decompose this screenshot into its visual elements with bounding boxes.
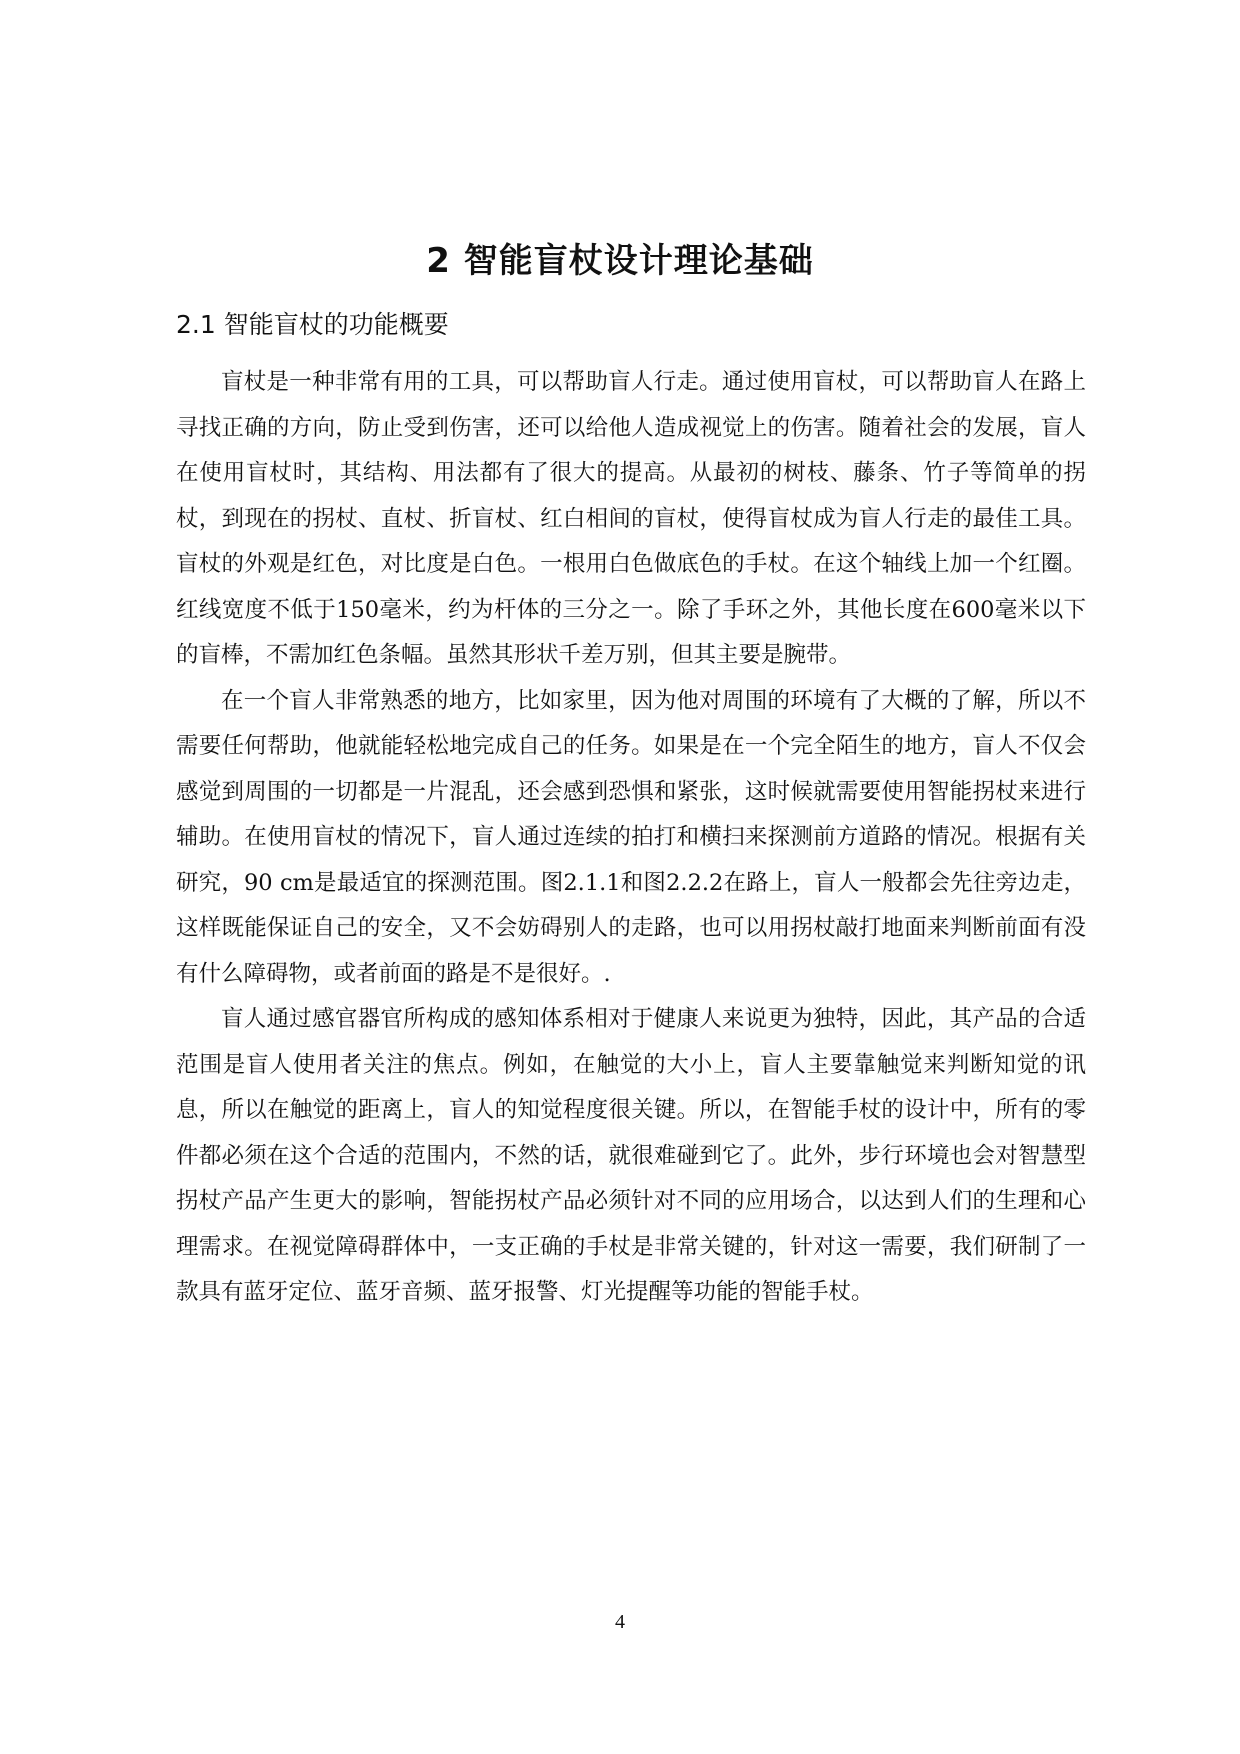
page-number: 4 bbox=[615, 1611, 625, 1633]
paragraph-1: 盲杖是一种非常有用的工具，可以帮助盲人行走。通过使用盲杖，可以帮助盲人在路上寻找正确的方向，防止受到伤害，还可以给他人造成视觉上的伤害。随着社会的发展，盲人在使用盲杖时，其结构、用法都有了很大的提高。从最初的树枝、藤条、竹子等简单的拐杖，到现在的拐杖、直杖、折盲杖、红白相间的盲杖，使得盲杖成为盲人行走的最佳工具。盲杖的外观是红色，对比度是白色。一根用白色做底色的手杖。在这个轴线上加一个红圈。红线宽度不低于150毫米，约为杆体的三分之一。除了手环之外，其他长度在600毫米以下的盲棒，不需加红色条幅。虽然其形状千差万别，但其主要是腕带。 bbox=[176, 369, 1086, 668]
chapter-title: 2 智能盲杖设计理论基础 bbox=[426, 241, 814, 281]
paragraph-2: 在一个盲人非常熟悉的地方，比如家里，因为他对周围的环境有了大概的了解，所以不需要任何帮助，他就能轻松地完成自己的任务。如果是在一个完全陌生的地方，盲人不仅会感觉到周围的一切都是一片混乱，还会感到恐惧和紧张，这时候就需要使用智能拐杖来进行辅助。在使用盲杖的情况下，盲人通过连续的拍打和横扫来探测前方道路的情况。根据有关研究，90 cm是最适宜的探测范围。图2.1.1和图2.2.2在路上，盲人一般都会先往旁边走，这样既能保证自己的安全，又不会妨碍别人的走路，也可以用拐杖敲打地面来判断前面有没有什么障碍物，或者前面的路是不是很好。. bbox=[176, 687, 1086, 987]
paragraph-3: 盲人通过感官器官所构成的感知体系相对于健康人来说更为独特，因此，其产品的合适范围是盲人使用者关注的焦点。例如，在触觉的大小上，盲人主要靠触觉来判断知觉的讯息，所以在触觉的距离上，盲人的知觉程度很关键。所以，在智能手杖的设计中，所有的零件都必须在这个合适的范围内，不然的话，就很难碰到它了。此外，步行环境也会对智慧型拐杖产品产生更大的影响，智能拐杖产品必须针对不同的应用场合，以达到人们的生理和心理需求。在视觉障碍群体中，一支正确的手杖是非常关键的，针对这一需要，我们研制了一款具有蓝牙定位、蓝牙音频、蓝牙报警、灯光提醒等功能的智能手杖。 bbox=[176, 1006, 1086, 1305]
body-text bbox=[176, 360, 1086, 1316]
section-title: 2.1 智能盲杖的功能概要 bbox=[176, 310, 449, 339]
